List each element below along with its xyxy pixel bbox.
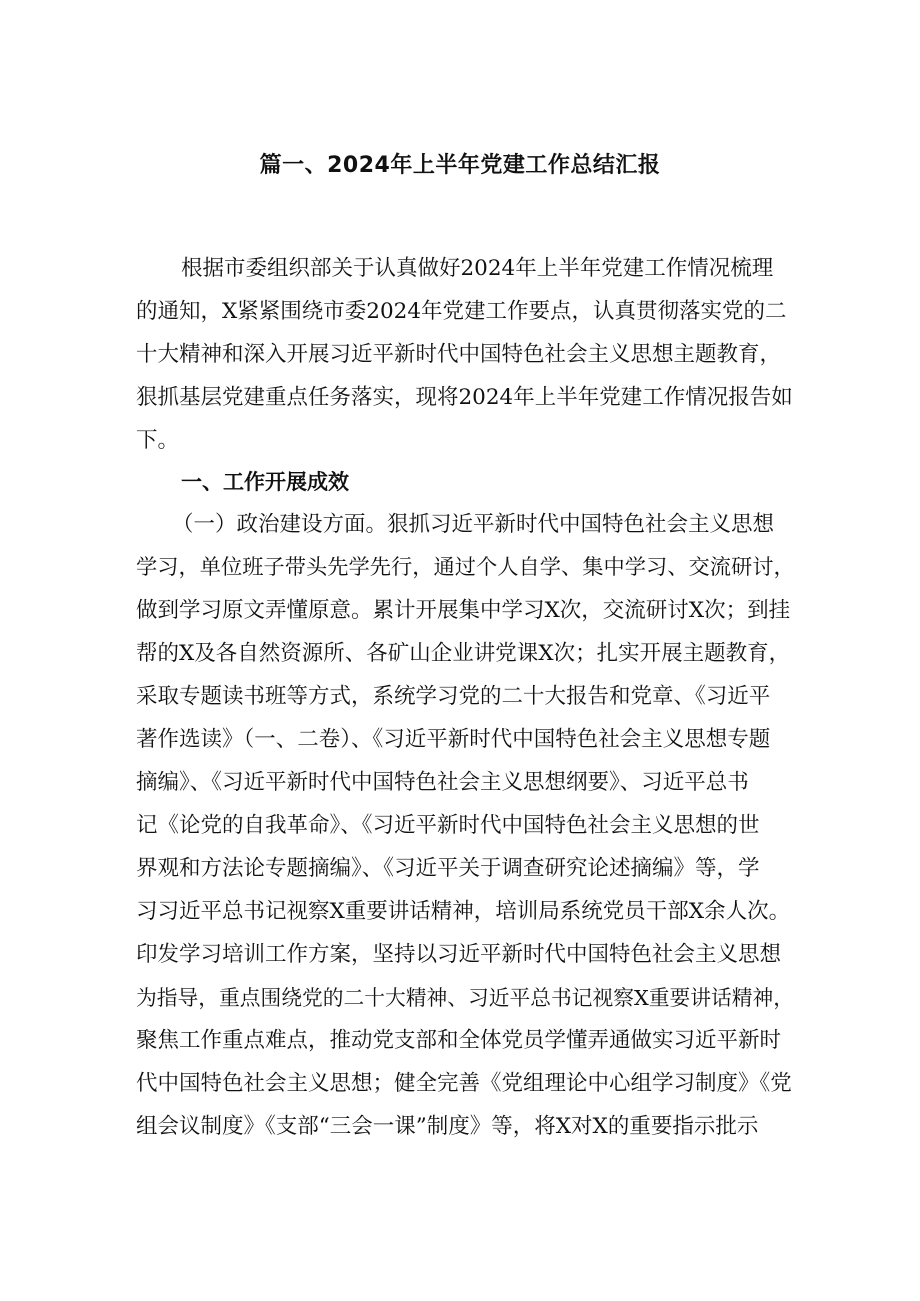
body-line: 习习近平总书记视察X重要讲话精神，培训局系统党员干部X余人次。 — [136, 899, 791, 924]
intro-line: 根据市委组织部关于认真做好2024年上半年党建工作情况梳理 — [181, 256, 774, 281]
body-line: 帮的X及各自然资源所、各矿山企业讲党课X次；扎实开展主题教育， — [136, 641, 791, 666]
body-line: 聚焦工作重点难点，推动党支部和全体党员学懂弄通做实习近平新时 — [136, 1028, 782, 1053]
body-line: 界观和方法论专题摘编》、《习近平关于调查研究论述摘编》等，学 — [136, 856, 760, 881]
document-title: 篇一、2024年上半年党建工作总结汇报 — [259, 153, 661, 178]
body-line: 印发学习培训工作方案，坚持以习近平新时代中国特色社会主义思想 — [136, 942, 782, 967]
body-line: 代中国特色社会主义思想；健全完善《党组理论中心组学习制度》《党 — [136, 1071, 792, 1096]
body-line: 著作选读》（一、二卷）、《习近平新时代中国特色社会主义思想专题 — [136, 727, 771, 752]
section-heading: 一、工作开展成效 — [181, 470, 349, 494]
body-line: 学习，单位班子带头先学先行，通过个人自学、集中学习、交流研讨， — [136, 555, 795, 580]
intro-line: 十大精神和深入开展习近平新时代中国特色社会主义思想主题教育， — [136, 342, 782, 367]
body-line: 记《论党的自我革命》、《习近平新时代中国特色社会主义思想的世 — [136, 813, 760, 838]
intro-line: 狠抓基层党建重点任务落实，现将2024年上半年党建工作情况报告如 — [136, 385, 793, 410]
body-line: 摘编》、《习近平新时代中国特色社会主义思想纲要》、习近平总书 — [136, 770, 749, 795]
intro-line: 的通知，X紧紧围绕市委2024年党建工作要点，认真贯彻落实党的二 — [136, 299, 787, 324]
body-line: 采取专题读书班等方式，系统学习党的二十大报告和党章、《习近平 — [136, 684, 771, 709]
body-line: 组会议制度》《支部“三会一课”制度》等，将X对X的重要指示批示 — [136, 1114, 759, 1139]
body-line: 为指导，重点围绕党的二十大精神、习近平总书记视察X重要讲话精神， — [136, 986, 795, 1010]
intro-line: 下。 — [136, 428, 180, 453]
body-line: （一）政治建设方面。狠抓习近平新时代中国特色社会主义思想 — [172, 512, 775, 537]
body-line: 做到学习原文弄懂原意。累计开展集中学习X次，交流研讨X次；到挂 — [136, 598, 791, 623]
